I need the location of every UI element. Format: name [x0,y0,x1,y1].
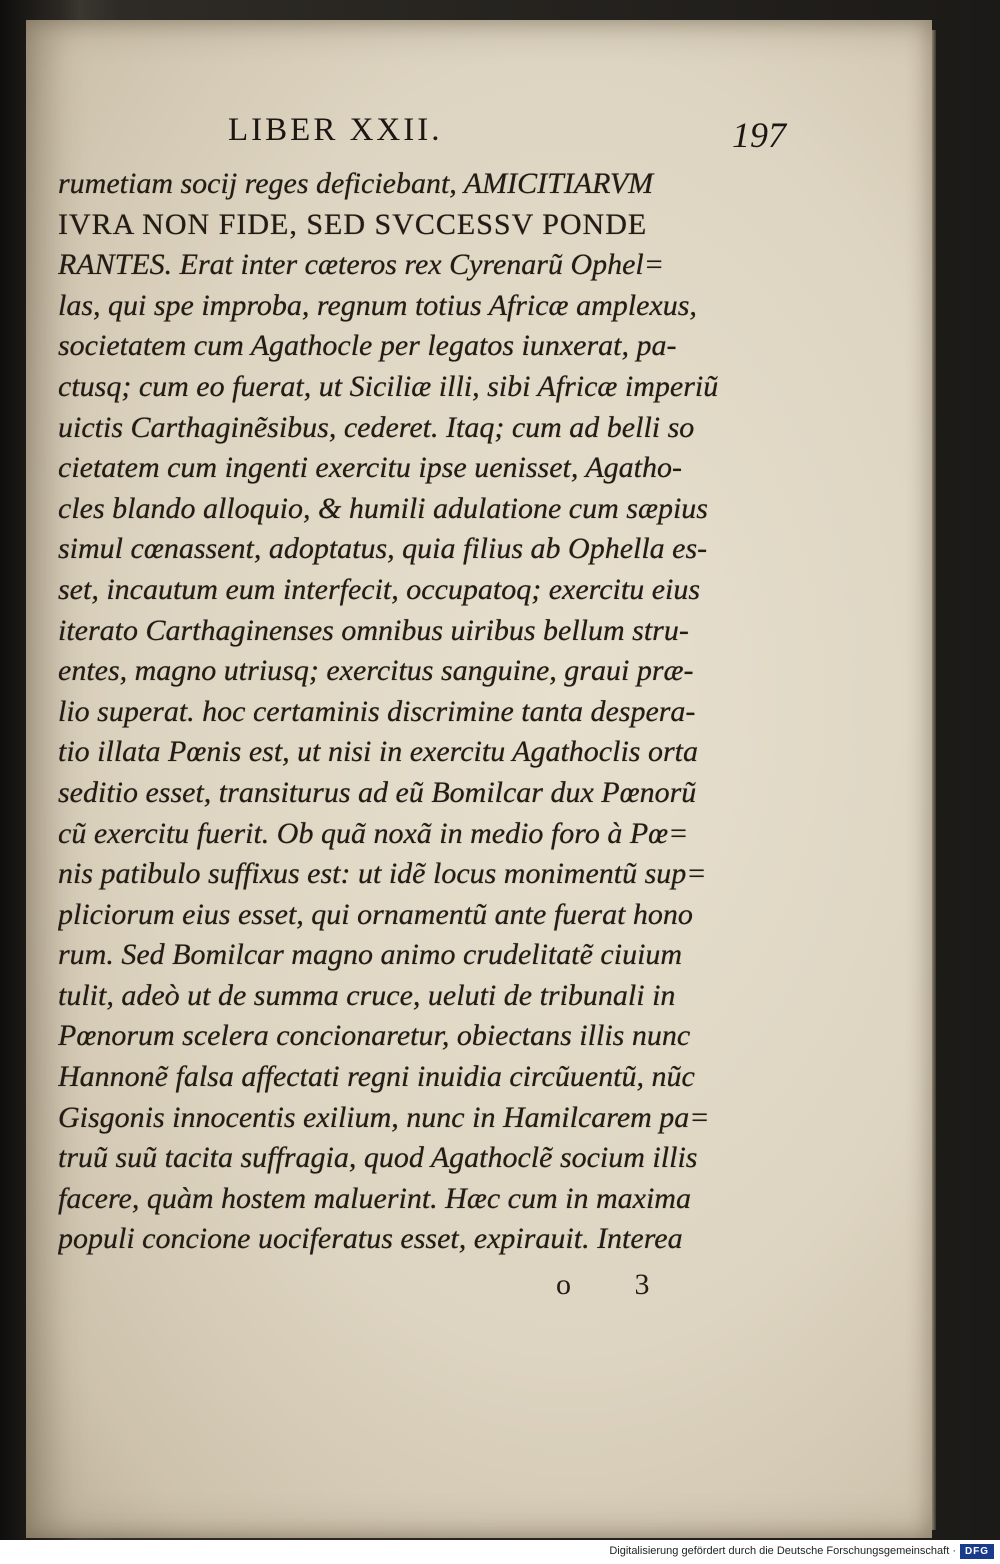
text-line: societatem cum Agathocle per legatos iunxerat, pa- [58,329,677,363]
text-line: ctusq; cum eo fuerat, ut Siciliæ illi, sibi Africæ imperiũ [58,369,718,403]
text-line: lio superat. hoc certaminis discrimine tanta despera- [58,694,696,728]
text-line: simul cœnassent, adoptatus, quia filius ab Ophella es- [58,532,708,566]
text-line: rum. Sed Bomilcar magno animo crudelitatẽ ciuium [58,938,683,972]
text-line: truũ suũ tacita suffragia, quod Agathoclẽ socium illis [58,1141,698,1175]
text-line: facere, quàm hostem maluerint. Hæc cum in maxima [58,1181,691,1215]
text-line: populi concione uociferatus esset, expirauit. Interea [58,1222,683,1256]
text-line: tio illata Pœnis est, ut nisi in exercitu Agathoclis orta [58,735,698,769]
text-line: tulit, adeò ut de summa cruce, ueluti de tribunali in [58,978,676,1012]
text-line: pliciorum eius esset, qui ornamentũ ante fuerat hono [58,897,693,931]
text-line: seditio esset, transiturus ad eũ Bomilcar dux Pœnorũ [58,775,697,809]
text-line: iterato Carthaginenses omnibus uiribus bellum stru- [58,613,689,647]
text-line: cietatem cum ingenti exercitu ipse uenisset, Agatho- [58,451,682,485]
text-line: las, qui spe improba, regnum totius Africæ amplexus, [58,288,697,322]
footer-bar [0,1540,1000,1564]
running-head: LIBER XXII. [228,112,443,148]
text-line: IVRA NON FIDE, SED SVCCESSV PONDE [58,207,648,241]
text-line: RANTES. Erat inter cæteros rex Cyrenarũ Ophel= [58,248,665,282]
text-line: rumetiam socij reges deficiebant, AMICITIARVM [58,167,654,200]
text-line: Pœnorum scelera concionaretur, obiectans illis nunc [58,1019,691,1053]
text-block [58,164,718,1260]
text-line: cũ exercitu fuerit. Ob quã noxã in medio foro à Pœ= [58,816,689,850]
dfg-logo: DFG [960,1544,994,1559]
footer-credit: Digitalisierung gefördert durch die Deutsche Forschungsgemeinschaft · [609,1545,956,1557]
page-edge [932,30,936,1530]
text-line: Gisgonis innocentis exilium, nunc in Hamilcarem pa= [58,1100,710,1134]
text-line: cles blando alloquio, & humili adulatione cum sæpius [58,491,708,525]
page-header [0,112,1000,156]
text-line: set, incautum eum interfecit, occupatoq; exercitu eius [58,572,701,606]
text-line: nis patibulo suffixus est: ut idẽ locus monimentũ sup= [58,857,707,891]
signature-mark: o 3 [556,1268,678,1301]
text-line: uictis Carthaginẽsibus, cederet. Itaq; cum ad belli so [58,410,695,444]
text-line: entes, magno utriusq; exercitus sanguine, graui præ- [58,654,694,688]
text-line: Hannonẽ falsa affectati regni inuidia circũuentũ, nũc [58,1060,695,1094]
page-number: 197 [732,115,786,155]
